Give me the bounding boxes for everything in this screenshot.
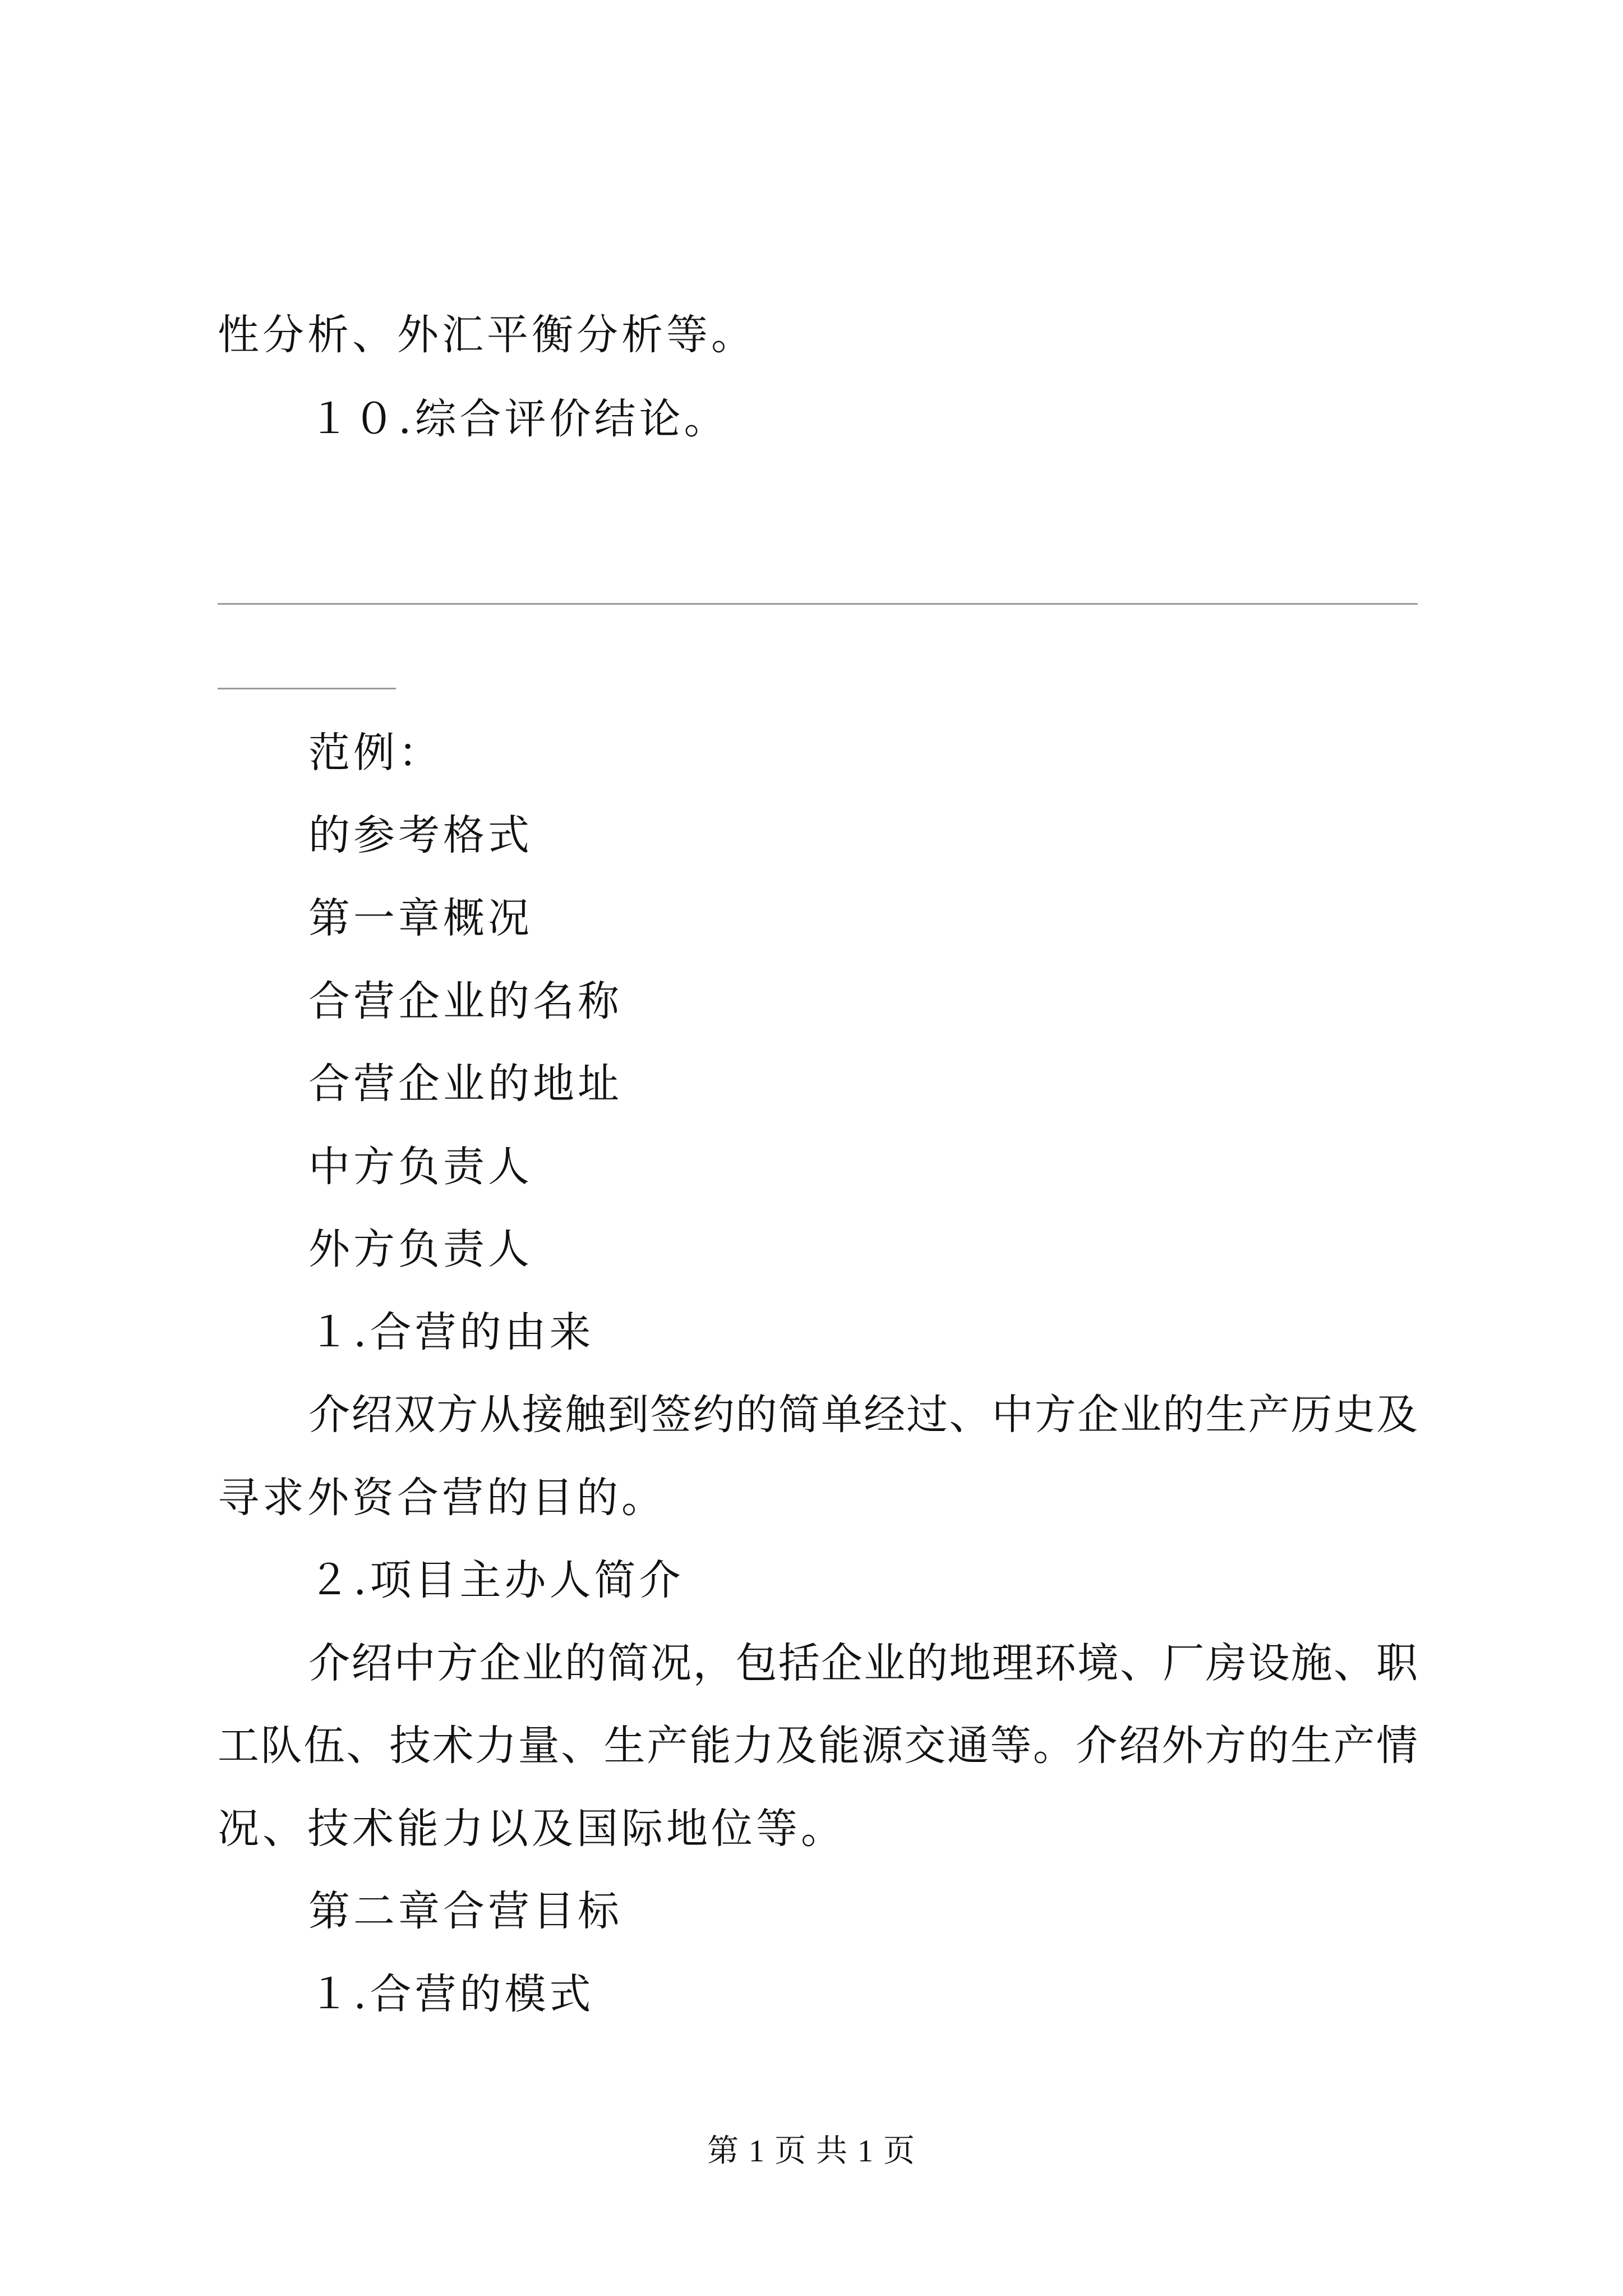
text-line: 范例：: [308, 729, 443, 777]
heading-section: １.合营的由来: [308, 1308, 594, 1356]
text-line: 介绍中方企业的简况，包括企业的地理环境、厂房设施、职: [308, 1639, 1418, 1687]
page-footer: 第 1 页 共 1 页: [707, 2134, 916, 2169]
heading-chapter: 第一章概况: [308, 894, 533, 942]
separator-rule-short: [218, 688, 396, 689]
text-line: 寻求外资合营的目的。: [218, 1474, 666, 1522]
separator-rule: [218, 603, 1418, 605]
heading-section: １.合营的模式: [308, 1970, 594, 2018]
text-line: 介绍双方从接触到签约的简单经过、中方企业的生产历史及: [308, 1391, 1418, 1439]
text-line: 合营企业的地址: [308, 1060, 623, 1108]
text-line: 的参考格式: [308, 811, 533, 859]
text-line: 外方负责人: [308, 1225, 533, 1273]
text-line: 工队伍、技术力量、生产能力及能源交通等。介绍外方的生产情: [218, 1722, 1418, 1770]
heading-section: ２.项目主办人简介: [308, 1556, 684, 1604]
text-line: 中方负责人: [308, 1143, 533, 1191]
heading-chapter: 第二章合营目标: [308, 1887, 623, 1935]
text-line: １０.综合评价结论。: [308, 395, 729, 443]
text-line: 合营企业的名称: [308, 977, 623, 1025]
text-line: 况、技术能力以及国际地位等。: [218, 1805, 846, 1853]
text-line: 性分析、外汇平衡分析等。: [218, 311, 756, 359]
